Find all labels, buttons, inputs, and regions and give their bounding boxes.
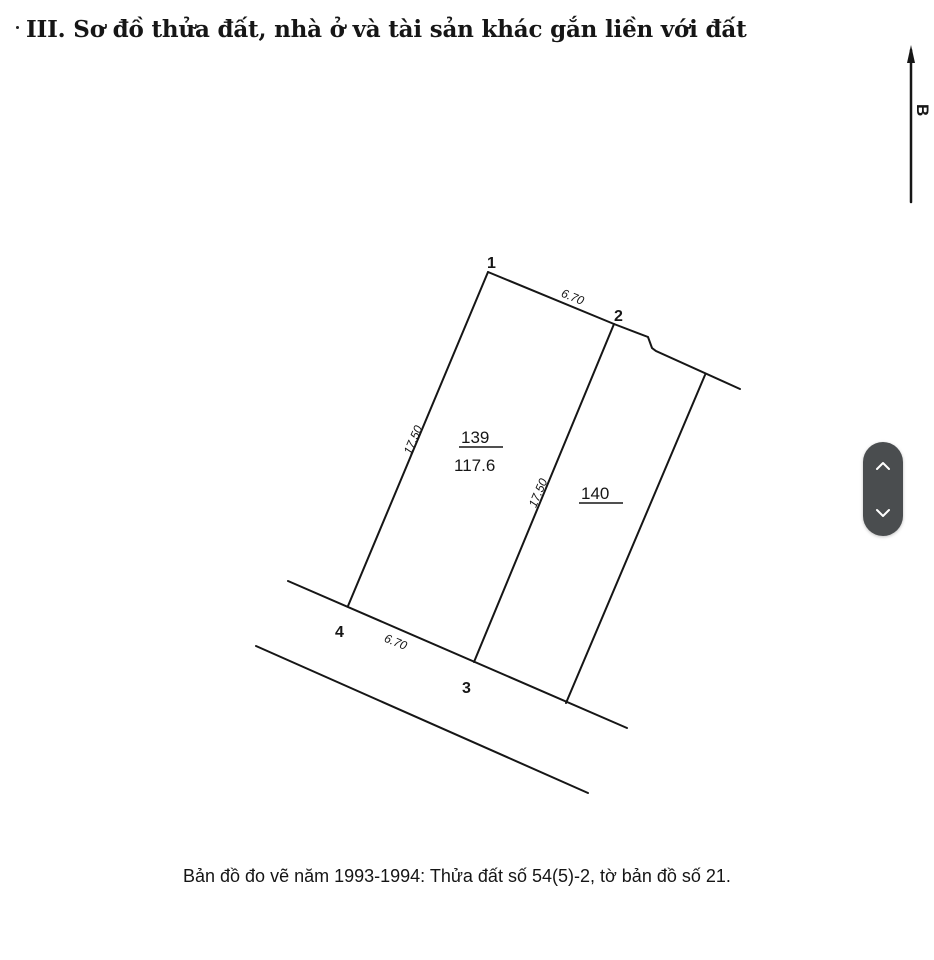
- parcel-140-boundary: [566, 324, 740, 703]
- north-label: B: [913, 104, 932, 117]
- parcel-140-number: 140: [581, 484, 610, 503]
- neighbor-top-edge-line: [614, 324, 740, 389]
- neighbor-right-edge-line: [566, 375, 705, 703]
- left-edge-dimension: 17.50: [400, 423, 426, 457]
- road-edge-upper: [288, 581, 627, 728]
- bottom-edge-dimension: 6.70: [382, 631, 410, 653]
- vertex-label-3: 3: [462, 680, 471, 697]
- vertex-label-2: 2: [614, 308, 623, 325]
- middle-edge-dimension: 17.50: [525, 476, 551, 510]
- scroll-control: [863, 442, 903, 536]
- scroll-down-button[interactable]: [863, 489, 903, 536]
- vertex-label-4: 4: [335, 624, 344, 641]
- top-edge-dimension: 6.70: [559, 286, 587, 308]
- road-edges: [256, 581, 627, 793]
- road-edge-lower: [256, 646, 588, 793]
- map-caption: Bản đồ đo vẽ năm 1993-1994: Thửa đất số 54(5)-2, tờ bản đồ số 21.: [183, 866, 731, 886]
- scroll-up-button[interactable]: [863, 442, 903, 489]
- parcel-139-area: 117.6: [454, 456, 496, 475]
- chevron-up-icon: [875, 461, 891, 471]
- north-arrow-icon: [907, 45, 915, 202]
- page-title: III. Sơ đồ thửa đất, nhà ở và tài sản khác gắn liền với đất: [26, 16, 747, 43]
- vertex-label-1: 1: [487, 255, 496, 272]
- chevron-down-icon: [875, 508, 891, 518]
- top-edge-line: [488, 272, 614, 324]
- parcel-139-number: 139: [461, 428, 490, 447]
